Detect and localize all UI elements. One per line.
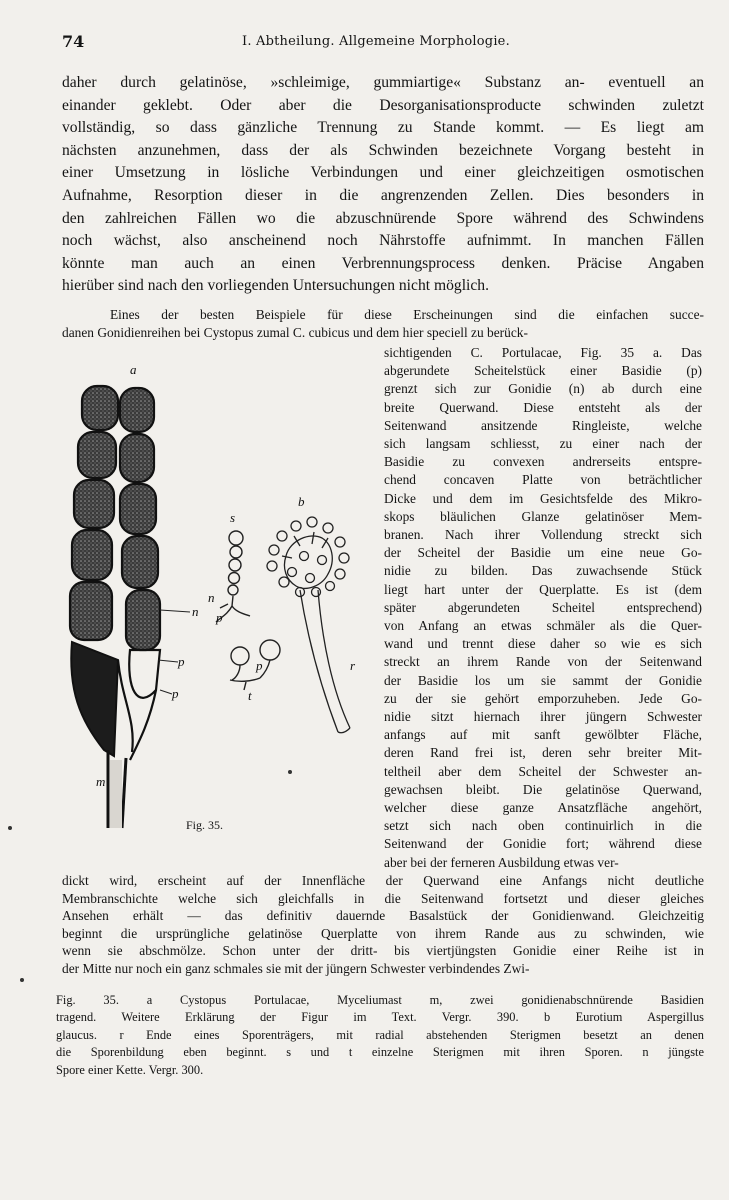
figure-letter-m: m (96, 774, 106, 789)
figure-s-sterigma (216, 531, 250, 622)
paragraph-line: dickt wird, erscheint auf der Innenfläche der Querwand eine Anfangs nicht deutliche (62, 873, 704, 888)
paragraph-line: noch wächst, also anscheinend noch Nährstoffe aufnimmt. In manchen Fällen (62, 232, 704, 250)
figure-letter-n: n (192, 604, 199, 619)
paragraph-main (62, 72, 704, 298)
column-line: Dicke und dem im Gesichtsfelde des Mikro- (384, 490, 702, 506)
paragraph-line: den zahlreichen Fällen wo die abzuschnürende Spore während des Schwindens (62, 209, 704, 227)
paragraph-line: wenn sie abschmölze. Schon unter der dritt- bis viertjüngsten Gonidie einer Reihe ist in (62, 943, 704, 959)
figure-label: Fig. 35. (186, 818, 224, 832)
column-line: von Anfang an etwas schmäler als die Quer- (384, 618, 702, 634)
margin-speck (20, 978, 24, 982)
paragraph-line: Ansehen erhält — das definitiv dauernde Basalstück der Gonidienwand. Gleichzeitig (62, 908, 704, 924)
column-line: Seitenwand der Gonidie fort; während diese (384, 836, 702, 852)
figure-letter-s: s (230, 510, 236, 525)
figure-t-sterigmata (230, 640, 280, 690)
column-line: grenzt sich zur Gonidie (n) ab durch eine (384, 381, 702, 397)
figure-letter-p-small: p (216, 610, 223, 625)
paragraph-figure-intro (62, 306, 704, 342)
paragraph-line: einer Umsetzung in lösliche Verbindungen und einer gleichzeitigen osmotischen (62, 164, 704, 182)
paragraph-line: könnte man auch an einen Verbrennungsprocess denken. Präcise Angaben (62, 254, 704, 272)
column-line: der Basidie los um sie sammt der Gonidie (384, 672, 702, 688)
figure-letter-p-lower: p (172, 686, 179, 701)
figure-letter-p: p (178, 654, 185, 669)
column-line: welcher diese ganze Ansatzfläche angehört, (384, 800, 702, 816)
column-line: chend concaven Platte von beträchtlicher (384, 472, 702, 488)
figure-letter-a: a (130, 362, 137, 377)
column-line: streckt an ihrem Rande von der Seitenwand (384, 654, 702, 670)
figure-letter-t: t (248, 688, 252, 703)
column-line: breite Querwand. Diese entsteht als der (384, 399, 702, 415)
figure-35-drawing (60, 360, 380, 830)
column-line: sichtigenden C. Portulacae, Fig. 35 a. Das (384, 345, 702, 360)
column-line: wand und trennt diese daher so wie es sich (384, 636, 702, 652)
caption-line: glaucus. r Ende eines Sporenträgers, mit radial abstehenden Sterigmen besetzt an denen (56, 1027, 704, 1042)
column-line: sich langsam schliesst, zu einer nach der (384, 436, 702, 452)
page-number: 74 (62, 32, 85, 51)
paragraph-line: hierüber sind nach den vorliegenden Untersuchungen nicht möglich. (62, 277, 489, 295)
column-line: nidie sitzt hiernach ihrer jüngern Schwester (384, 709, 702, 725)
column-line: später abgerundeten Scheitel entsprechend) (384, 599, 702, 615)
column-line: der Scheitel der Basidie um eine neue Go- (384, 545, 702, 561)
column-line: nidie zu bilden. Das zuwachsende Stück (384, 563, 702, 579)
column-line: abgerundete Scheitelstück einer Basidie (p) (384, 363, 702, 379)
column-line: gewachsen bleibt. Die gelatinöse Querwand, (384, 781, 702, 797)
column-line: Seitenwand ansitzende Ringleiste, welche (384, 417, 702, 433)
figure-letter-n-small: n (208, 590, 215, 605)
paragraph-line: nächsten anzunehmen, dass der als Schwinden bezeichnete Vorgang besteht in (62, 141, 704, 159)
paragraph-line: Aufnahme, Resorption dieser in die angrenzenden Zellen. Dies besonders in (62, 186, 704, 204)
running-title: I. Abtheilung. Allgemeine Morphologie. (242, 34, 510, 49)
caption-line: Spore einer Kette. Vergr. 300. (56, 1062, 204, 1077)
column-line: setzt sich nach oben continuirlich in die (384, 818, 702, 834)
page-header (62, 32, 702, 54)
column-line: skops bläulichen Glanze gelatinöser Mem- (384, 508, 702, 524)
paragraph-line: der Mitte nur noch ein ganz schmales sie mit der jüngern Schwester verbindendes Zwi- (62, 960, 530, 976)
figure-a-chains (70, 386, 190, 828)
column-line: teltheil aber dem Scheitel der Schwester an- (384, 763, 702, 779)
column-line: liegt hart unter der Querplatte. Es ist (dem (384, 581, 702, 597)
figure-b-conidiophore (267, 517, 350, 733)
caption-line: tragend. Weitere Erklärung der Figur im Text. Vergr. 390. b Eurotium Aspergillus (56, 1010, 704, 1025)
margin-speck (288, 770, 292, 774)
margin-speck (8, 826, 12, 830)
column-line: branen. Nach ihrer Vollendung streckt sich (384, 527, 702, 543)
caption-line: Fig. 35. a Cystopus Portulacae, Myceliumast m, zwei gonidienabschnürende Basidien (56, 993, 704, 1007)
column-line: zu der sie gehört emporzuheben. Jede Go- (384, 690, 702, 706)
figure-letter-p-t: p (256, 658, 263, 673)
paragraph-line: Eines der besten Beispiele für diese Erscheinungen sind die einfachen succe- (110, 307, 704, 322)
paragraph-line: Membranschichte welche sich gleichfalls in die Seitenwand fortsetzt und dieser gleiches (62, 890, 704, 906)
column-line: anfangs auf mit sanft gewölbter Fläche, (384, 727, 702, 743)
paragraph-line: einander geklebt. Oder aber die Desorganisationsproducte schwinden zuletzt (62, 96, 704, 114)
paragraph-line: beginnt die ursprüngliche gelatinöse Querplatte von ihrem Rande aus zu schwinden, wie (62, 925, 704, 941)
paragraph-figure-tail (62, 872, 704, 978)
paragraph-line: daher durch gelatinöse, »schleimige, gummiartige« Substanz an- eventuell an (62, 74, 704, 91)
caption-line: die Sporenbildung eben beginnt. s und t einzelne Sterigmen mit ihren Sporen. n jüngste (56, 1045, 704, 1060)
column-line: Basidie zu convexen andrerseits entspre- (384, 454, 702, 470)
column-line: deren Rand frei ist, deren sehr breiter Mit- (384, 745, 702, 761)
paragraph-line: vollständig, so dass gänzliche Trennung zu Stande kommt. — Es liegt am (62, 119, 704, 137)
figure-letter-b: b (298, 494, 305, 509)
paragraph-line: danen Gonidienreihen bei Cystopus zumal C. cubicus und dem hier speciell zu berück- (62, 325, 528, 341)
column-line: aber bei der ferneren Ausbildung etwas ver- (384, 854, 619, 870)
figure-letter-r: r (350, 658, 356, 673)
paragraph-figure-text-column (384, 344, 702, 872)
figure-caption (56, 992, 704, 1079)
figure-35-illustration (60, 360, 380, 830)
